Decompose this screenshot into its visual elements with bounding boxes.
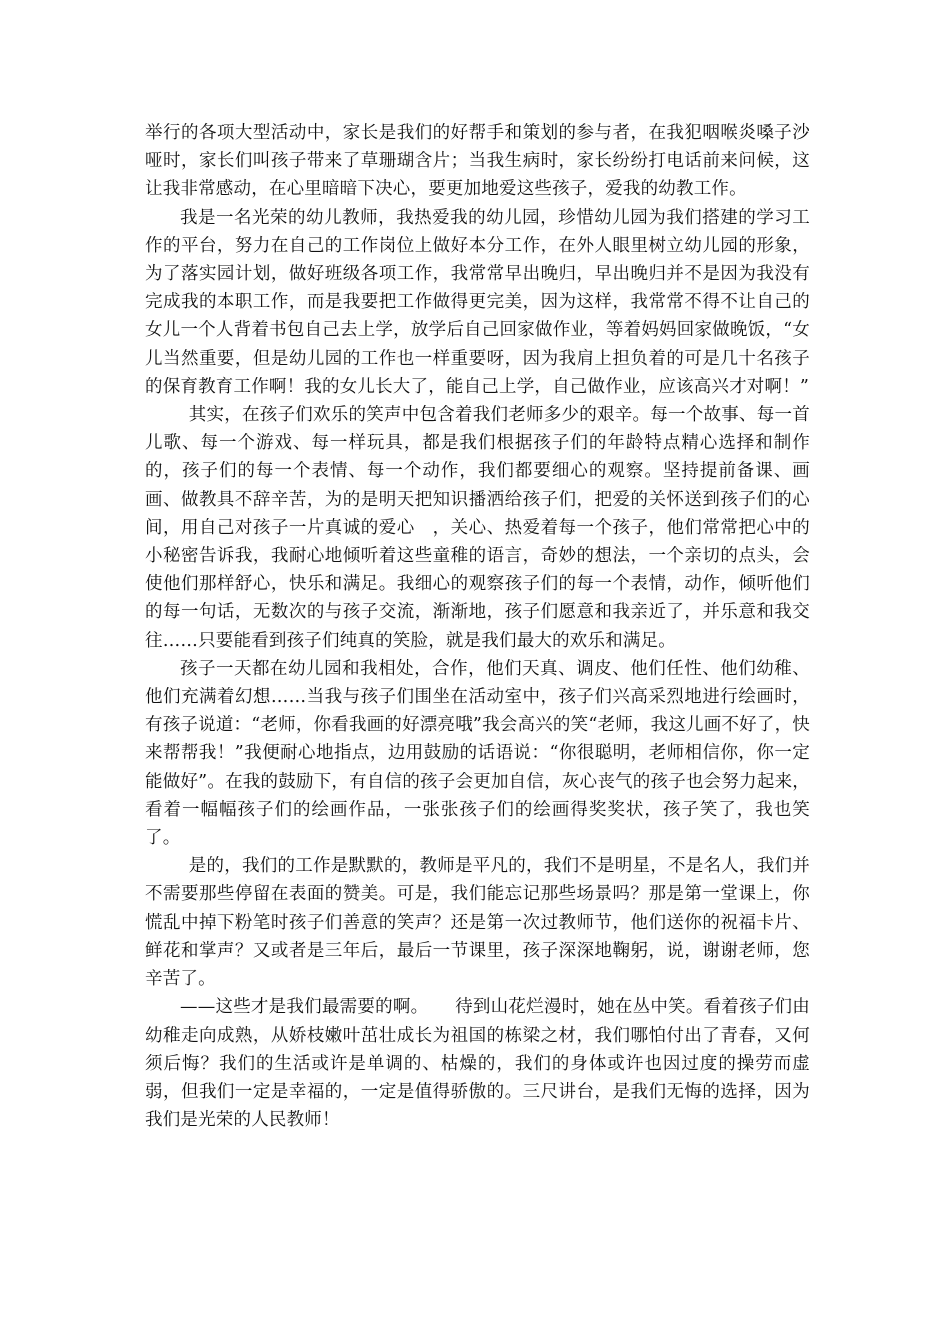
- paragraph-4: 孩子一天都在幼儿园和我相处，合作，他们天真、调皮、他们任性、他们幼稚、他们充满着幻想……当我与孩子们围坐在活动室中，孩子们兴高采烈地进行绘画时，有孩子说道：“老师，你看我画的好漂亮哦”我会高兴的笑“老师，我这儿画不好了，快来帮帮我！”我便耐心地指点，边用鼓励的话语说：“你很聪明，老师相信你，你一定能做好”。在我的鼓励下，有自信的孩子会更加自信，灰心丧气的孩子也会努力起来，看着一幅幅孩子们的绘画作品，一张张孩子们的绘画得奖奖状，孩子笑了，我也笑了。: [145, 658, 810, 849]
- document-body: [145, 119, 810, 1134]
- paragraph-6: ——这些才是我们最需要的啊。 待到山花烂漫时，她在丛中笑。看着孩子们由幼稚走向成熟，从娇枝嫩叶茁壮成长为祖国的栋梁之材，我们哪怕付出了青春，又何须后悔？我们的生活或许是单调的、枯燥的，我们的身体或许也因过度的操劳而虚弱，但我们一定是幸福的，一定是值得骄傲的。三尺讲台，是我们无悔的选择，因为我们是光荣的人民教师！: [145, 997, 810, 1131]
- paragraph-5: 是的，我们的工作是默默的，教师是平凡的，我们不是明星，不是名人，我们并不需要那些停留在表面的赞美。可是，我们能忘记那些场景吗？那是第一堂课上，你慌乱中掉下粉笔时孩子们善意的笑声？还是第一次过教师节，他们送你的祝福卡片、鲜花和掌声？又或者是三年后，最后一节课里，孩子深深地鞠躬，说，谢谢老师，您辛苦了。: [145, 856, 810, 990]
- paragraph-3: 其实，在孩子们欢乐的笑声中包含着我们老师多少的艰辛。每一个故事、每一首儿歌、每一个游戏、每一样玩具，都是我们根据孩子们的年龄特点精心选择和制作的，孩子们的每一个表情、每一个动作，我们都要细心的观察。坚持提前备课、画画、做教具不辞辛苦，为的是明天把知识播洒给孩子们，把爱的关怀送到孩子们的心间，用自己对孩子一片真诚的爱心 ，关心、热爱着每一个孩子，他们常常把心中的小秘密告诉我，我耐心地倾听着这些童稚的语言，奇妙的想法，一个亲切的点头，会使他们那样舒心，快乐和满足。我细心的观察孩子们的每一个表情，动作，倾听他们的每一句话，无数次的与孩子交流，渐渐地，孩子们愿意和我亲近了，并乐意和我交往……只要能看到孩子们纯真的笑脸，就是我们最大的欢乐和满足。: [145, 405, 810, 651]
- paragraph-2: 我是一名光荣的幼儿教师，我热爱我的幼儿园，珍惜幼儿园为我们搭建的学习工作的平台，努力在自己的工作岗位上做好本分工作，在外人眼里树立幼儿园的形象，为了落实园计划，做好班级各项工作，我常常早出晚归，早出晚归并不是因为我没有完成我的本职工作，而是我要把工作做得更完美，因为这样，我常常不得不让自己的女儿一个人背着书包自己去上学，放学后自己回家做作业，等着妈妈回家做晚饭，“女儿当然重要，但是幼儿园的工作也一样重要呀，因为我肩上担负着的可是几十名孩子的保育教育工作啊！我的女儿长大了，能自己上学，自己做作业，应该高兴才对啊！”: [145, 207, 810, 397]
- paragraph-1: 举行的各项大型活动中，家长是我们的好帮手和策划的参与者，在我犯咽喉炎嗓子沙哑时，家长们叫孩子带来了草珊瑚含片；当我生病时，家长纷纷打电话前来问候，这让我非常感动，在心里暗暗下决心，要更加地爱这些孩子，爱我的幼教工作。: [145, 123, 810, 200]
